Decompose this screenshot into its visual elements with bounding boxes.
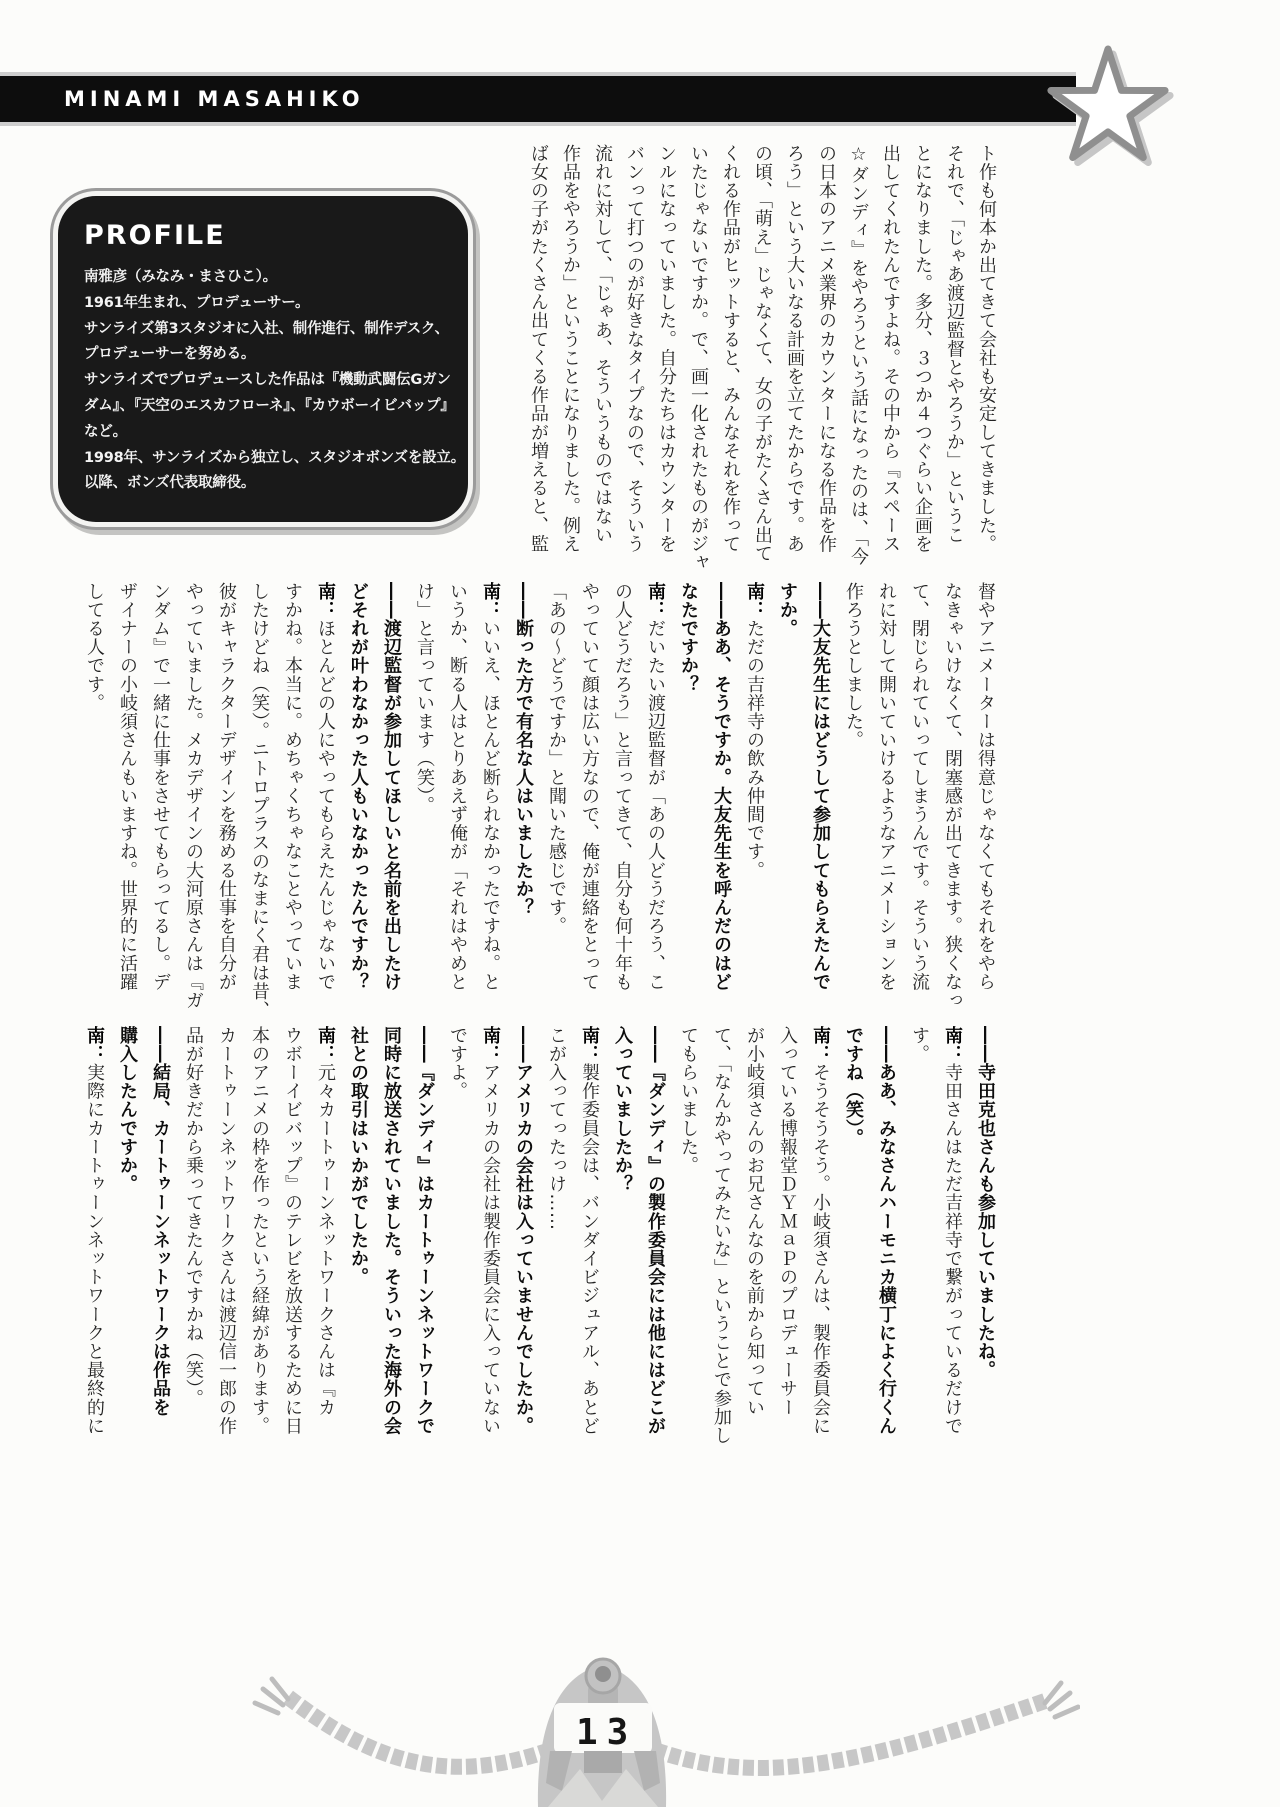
speaker-label: 南： <box>645 582 666 620</box>
interviewer-question-column: 社との取引はいかがでしたか。 <box>348 1026 369 1287</box>
answer-text-column: け」と言っています（笑）。 <box>414 582 435 815</box>
answer-text-column: くれる作品がヒットすると、みんなそれを作って <box>720 144 741 554</box>
interviewer-question-column: ――断った方で有名な人はいましたか？ <box>513 582 534 917</box>
answer-text-column: とになりました。多分、３つか４つぐらい企画を <box>912 144 933 554</box>
profile-line: 以降、ボンズ代表取締役。 <box>84 475 256 492</box>
profile-title: PROFILE <box>84 220 226 251</box>
interviewer-question-column: ――ああ、みなさんハーモニカ横丁によく行くん <box>876 1026 897 1436</box>
speaker-label: 南： <box>480 1026 501 1064</box>
profile-line: など。 <box>84 423 127 440</box>
answer-text-column: 品が好きだから乗ってきたんですかね（笑）。 <box>183 1026 204 1408</box>
answer-text-column: 南：アメリカの会社は製作委員会に入っていない <box>480 1026 501 1436</box>
interview-section-3 <box>78 1026 1002 1470</box>
answer-text-column: いたじゃないですか。で、画一化されたものがジャ <box>688 144 709 572</box>
interviewer-question-column: 購入したんですか。 <box>117 1026 138 1194</box>
answer-text-column: れに対して開いていけるようなアニメーションを <box>876 582 897 992</box>
answer-text-column: 南：製作委員会は、バンダイビジュアル、あとど <box>579 1026 600 1436</box>
interviewer-question-column: ――ああ、そうですか。大友先生を呼んだのはど <box>711 582 732 992</box>
answer-text-column: 出してくれたんですよね。その中から『スペース <box>880 144 901 554</box>
profile-line: プロデューサーを努める。 <box>84 346 256 363</box>
answer-text-column: ンルになっていました。自分たちはカウンターを <box>656 144 677 554</box>
interviewer-question-column: どそれが叶わなかった人もいなかったんですか？ <box>348 582 369 992</box>
answer-text-column: 南：実際にカートゥーンネットワークと最終的に <box>84 1026 105 1436</box>
speaker-label: 南： <box>315 1026 336 1064</box>
answer-text-column: が小岐須さんのお兄さんなのを前から知ってい <box>744 1026 765 1417</box>
interviewer-question-column: なたですか？ <box>678 582 699 694</box>
answer-text-column: 南：元々カートゥーンネットワークさんは『カ <box>315 1026 336 1417</box>
answer-text-column: す。 <box>909 1026 930 1064</box>
answer-text-column: なきゃいけなくて、閉塞感が出てきます。狭くなっ <box>942 582 963 1010</box>
answer-text-column: 作品をやろうか」ということになりました。例え <box>560 144 581 554</box>
interviewer-question-column: ――渡辺監督が参加してほしいと名前を出したけ <box>381 582 402 992</box>
speaker-label: 南： <box>810 1026 831 1064</box>
answer-text-column: ☆ダンディ』をやろうという話になったのは、「今 <box>848 144 869 566</box>
speaker-label: 南： <box>84 1026 105 1064</box>
header-banner <box>0 76 1076 122</box>
answer-text-column: ンダム』で一緒に仕事をさせてもらってるし。デ <box>150 582 171 992</box>
answer-text-column: 作ろうとしました。 <box>843 582 864 750</box>
answer-text-column: カートゥーンネットワークさんは渡辺信一郎の作 <box>216 1026 237 1436</box>
answer-text-column: てもらいました。 <box>678 1026 699 1175</box>
answer-text-column: 流れに対して、「じゃあ、そういうものではない <box>592 144 613 545</box>
profile-line: 南雅彦（みなみ・まさひこ）。 <box>84 269 277 285</box>
answer-text-column: 入っている博報堂ＤＹＭａＰのプロデューサー <box>777 1026 798 1417</box>
interviewer-question-column: すか。 <box>777 582 798 638</box>
answer-text-column: すかね。本当に。めちゃくちゃなことやっていま <box>282 582 303 992</box>
page-title: MINAMI MASAHIKO <box>64 87 365 111</box>
answer-text-column: の日本のアニメ業界のカウンターになる作品を作 <box>816 144 837 554</box>
star-icon <box>1022 38 1190 172</box>
robot-watermark-icon <box>250 1555 1080 1807</box>
interviewer-question-column: ――アメリカの会社は入っていませんでしたか。 <box>513 1026 534 1436</box>
interviewer-question-column: ――寺田克也さんも参加していましたね。 <box>975 1026 996 1380</box>
answer-text-column: 南：ただの吉祥寺の飲み仲間です。 <box>744 582 765 880</box>
profile-line: 1961年生まれ、プロデューサー。 <box>84 294 310 311</box>
answer-text-column: 「あの〜どうですか」と聞いた感じです。 <box>546 582 567 936</box>
interview-section-1 <box>522 144 1002 582</box>
profile-text <box>84 265 466 497</box>
answer-text-column: 彼がキャラクターデザインを務める仕事を自分が <box>216 582 237 992</box>
answer-text-column: やっていて顔は広い方なので、俺が連絡をとって <box>579 582 600 992</box>
speaker-label: 南： <box>579 1026 600 1064</box>
answer-text-column: 督やアニメーターは得意じゃなくてもそれをやら <box>975 582 996 992</box>
profile-box <box>58 196 468 522</box>
answer-text-column: バンって打つのが好きなタイプなので、そういう <box>624 144 645 554</box>
speaker-label: 南： <box>942 1026 963 1064</box>
answer-text-column: 南：ほとんどの人にやってもらえたんじゃないで <box>315 582 336 992</box>
answer-text-column: してる人です。 <box>84 582 105 713</box>
interview-section-2 <box>78 582 1002 1022</box>
answer-text-column: ザイナーの小岐須さんもいますね。世界的に活躍 <box>117 582 138 992</box>
answer-text-column: 南：寺田さんはただ吉祥寺で繋がっているだけで <box>942 1026 963 1436</box>
answer-text-column: 南：いいえ、ほとんど断られなかったですね。と <box>480 582 501 992</box>
profile-line: サンライズ第3スタジオに入社、制作進行、制作デスク、 <box>84 320 449 337</box>
answer-text-column: の人どうだろう」と言ってきて、自分も何十年も <box>612 582 633 992</box>
interviewer-question-column: ――結局、カートゥーンネットワークは作品を <box>150 1026 171 1417</box>
speaker-label: 南： <box>744 582 765 620</box>
speaker-label: 南： <box>315 582 336 620</box>
answer-text-column: こが入ってったっけ…… <box>546 1026 567 1231</box>
profile-line: ダム』、『天空のエスカフローネ』、『カウボーイビバップ』 <box>84 397 455 414</box>
interviewer-question-column: ――『ダンディ』の製作委員会には他にはどこが <box>645 1026 666 1436</box>
answer-text-column: ト作も何本か出てきて会社も安定してきました。 <box>976 144 997 554</box>
answer-text-column: ウボーイビバップ』のテレビを放送するために日 <box>282 1026 303 1436</box>
interviewer-question-column: 入っていましたか？ <box>612 1026 633 1194</box>
interviewer-question-column: 同時に放送されていました。そういった海外の会 <box>381 1026 402 1436</box>
answer-text-column: ろう」という大いなる計画を立てたからです。あ <box>784 144 805 554</box>
answer-text-column: 南：だいたい渡辺監督が「あの人どうだろう、こ <box>645 582 666 992</box>
answer-text-column: の頃、「萌え」じゃなくて、女の子がたくさん出て <box>752 144 773 563</box>
answer-text-column: て、「なんかやってみたいな」ということで参加し <box>711 1026 732 1445</box>
answer-text-column: 南：そうそうそう。小岐須さんは、製作委員会に <box>810 1026 831 1436</box>
answer-text-column: 本のアニメの枠を作ったという経緯があります。 <box>249 1026 270 1436</box>
interviewer-question-column: ――大友先生にはどうして参加してもらえたんで <box>810 582 831 992</box>
speaker-label: 南： <box>480 582 501 620</box>
answer-text-column: て、閉じられていってしまうんです。そういう流 <box>909 582 930 992</box>
answer-text-column: ですよ。 <box>447 1026 468 1101</box>
answer-text-column: やっていました。メカデザインの大河原さんは『ガ <box>183 582 204 1010</box>
profile-line: 1998年、サンライズから独立し、スタジオボンズを設立。 <box>84 449 466 466</box>
answer-text-column: いうか、断る人はとりあえず俺が「それはやめと <box>447 582 468 992</box>
answer-text-column: それで、「じゃあ渡辺監督とやろうか」というこ <box>944 144 965 545</box>
page-number: 13 <box>576 1712 638 1753</box>
profile-line: サンライズでプロデュースした作品は『機動武闘伝Gガン <box>84 372 451 389</box>
interviewer-question-column: ですね（笑）。 <box>843 1026 864 1148</box>
interviewer-question-column: ――『ダンディ』はカートゥーンネットワークで <box>414 1026 435 1436</box>
answer-text-column: ば女の子がたくさん出てくる作品が増えると、監 <box>528 144 549 554</box>
answer-text-column: したけどね（笑）。ニトロプラスのなまにく君は昔、 <box>249 582 270 1020</box>
